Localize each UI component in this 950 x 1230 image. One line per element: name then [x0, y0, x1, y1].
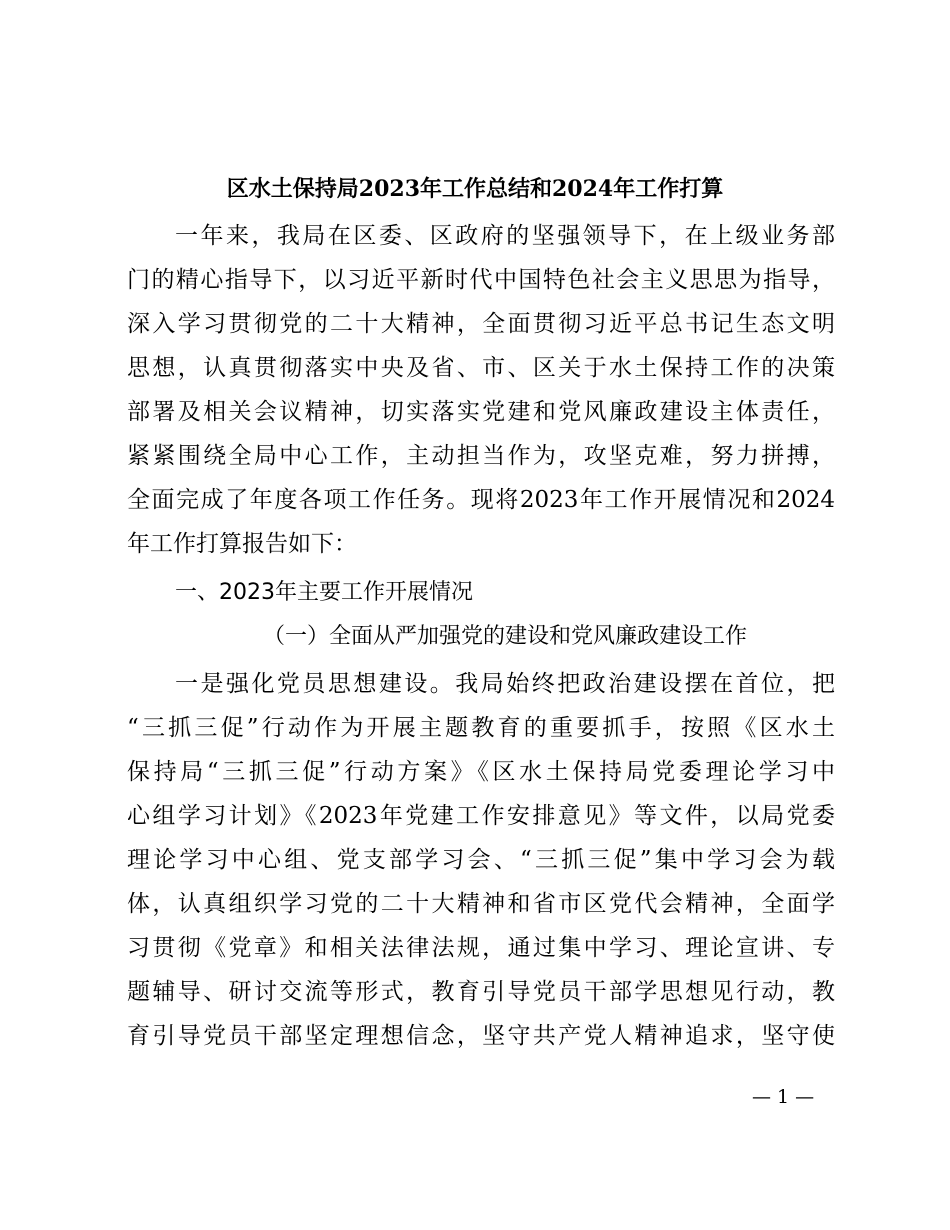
intro-line: 深入学习贯彻党的二十大精神，全面贯彻习近平总书记生态文明 — [127, 311, 835, 337]
subsection-heading: （一）全面从严加强党的建设和党风廉政建设工作 — [262, 624, 747, 649]
intro-line: 思想，认真贯彻落实中央及省、市、区关于水土保持工作的决策 — [127, 355, 835, 381]
document-title: 区水土保持局2023年工作总结和2024年工作打算 — [226, 176, 724, 202]
body-line: 育引导党员干部坚定理想信念，坚守共产党人精神追求，坚守使 — [127, 1023, 835, 1049]
intro-line: 部署及相关会议精神，切实落实党建和党风廉政建设主体责任， — [127, 399, 835, 425]
page-number: — 1 — — [752, 1086, 815, 1108]
body-line: 习贯彻《党章》和相关法律法规，通过集中学习、理论宣讲、专 — [127, 935, 835, 961]
body-line: 心组学习计划》《2023年党建工作安排意见》等文件，以局党委 — [127, 803, 835, 829]
intro-line: 全面完成了年度各项工作任务。现将2023年工作开展情况和2024 — [127, 487, 835, 513]
body-line: 理论学习中心组、党支部学习会、“三抓三促”集中学习会为载 — [127, 847, 835, 873]
intro-line: 一年来，我局在区委、区政府的坚强领导下，在上级业务部 — [175, 223, 835, 249]
body-line: 体，认真组织学习党的二十大精神和省市区党代会精神，全面学 — [127, 891, 835, 917]
body-line: “三抓三促”行动作为开展主题教育的重要抓手，按照《区水土 — [127, 715, 835, 741]
body-line: 一是强化党员思想建设。我局始终把政治建设摆在首位，把 — [175, 671, 835, 697]
section-heading: 一、2023年主要工作开展情况 — [175, 580, 473, 605]
body-line: 保持局“三抓三促”行动方案》《区水土保持局党委理论学习中 — [127, 759, 835, 785]
intro-line: 门的精心指导下，以习近平新时代中国特色社会主义思思为指导， — [127, 267, 835, 293]
intro-line: 年工作打算报告如下： — [127, 531, 357, 557]
body-line: 题辅导、研讨交流等形式，教育引导党员干部学思想见行动，教 — [127, 979, 835, 1005]
intro-line: 紧紧围绕全局中心工作，主动担当作为，攻坚克难，努力拼搏， — [127, 443, 835, 469]
